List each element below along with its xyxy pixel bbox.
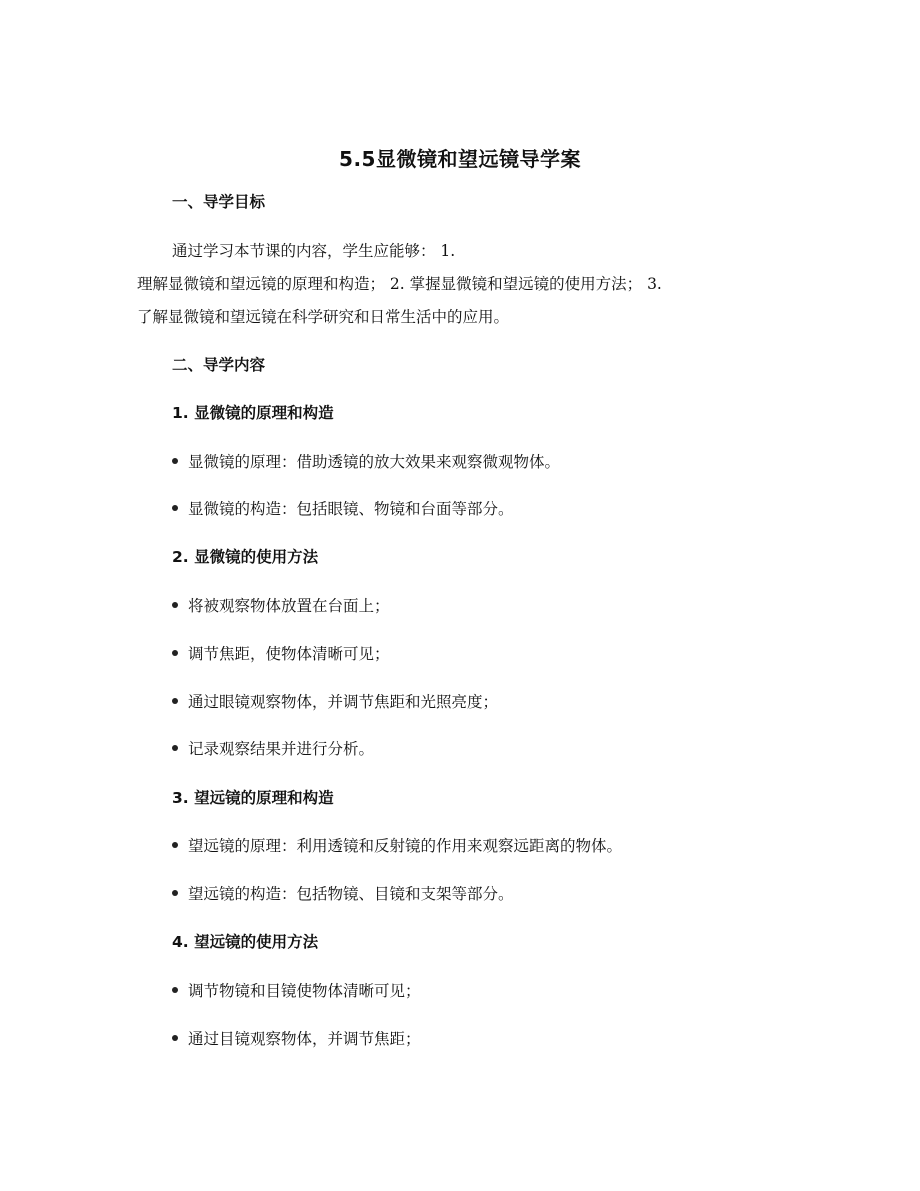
list-item: [172, 882, 514, 904]
bullet-icon: [172, 745, 178, 751]
list-item-text: 显微镜的构造：包括眼镜、物镜和台面等部分。: [188, 500, 514, 518]
subsection-heading-4: 4. 望远镜的使用方法: [172, 933, 319, 951]
subsection-heading-1: 1. 显微镜的原理和构造: [172, 404, 334, 422]
bullet-icon: [172, 458, 178, 464]
list-item-text: 将被观察物体放置在台面上；: [188, 597, 390, 615]
list-item: [172, 497, 514, 519]
list-item-text: 记录观察结果并进行分析。: [188, 740, 375, 758]
bullet-icon: [172, 987, 178, 993]
bullet-icon: [172, 890, 178, 896]
list-item: [172, 1027, 421, 1049]
bullet-icon: [172, 1035, 178, 1041]
list-item: [172, 690, 498, 712]
bullet-icon: [172, 698, 178, 704]
intro-line-1: 通过学习本节课的内容，学生应能够： 1.: [172, 242, 456, 260]
intro-line-2: 理解显微镜和望远镜的原理和构造； 2. 掌握显微镜和望远镜的使用方法； 3.: [137, 275, 662, 293]
list-item-text: 望远镜的原理：利用透镜和反射镜的作用来观察远距离的物体。: [188, 837, 623, 855]
subsection-heading-2: 2. 显微镜的使用方法: [172, 548, 319, 566]
list-item: [172, 594, 390, 616]
list-item-text: 望远镜的构造：包括物镜、目镜和支架等部分。: [188, 885, 514, 903]
section-heading-content: 二、导学内容: [172, 356, 266, 374]
bullet-icon: [172, 602, 178, 608]
list-item: [172, 979, 421, 1001]
subsection-heading-3: 3. 望远镜的原理和构造: [172, 789, 334, 807]
bullet-icon: [172, 505, 178, 511]
intro-line-3: 了解显微镜和望远镜在科学研究和日常生活中的应用。: [137, 308, 510, 326]
document-title: 5.5显微镜和望远镜导学案: [339, 147, 581, 171]
list-item-text: 调节焦距，使物体清晰可见；: [188, 645, 390, 663]
list-item-text: 通过目镜观察物体，并调节焦距；: [188, 1030, 421, 1048]
section-heading-goals: 一、导学目标: [172, 193, 266, 211]
list-item: [172, 642, 390, 664]
bullet-icon: [172, 842, 178, 848]
bullet-icon: [172, 650, 178, 656]
list-item: [172, 450, 560, 472]
list-item-text: 调节物镜和目镜使物体清晰可见；: [188, 982, 421, 1000]
list-item: [172, 834, 622, 856]
list-item-text: 显微镜的原理：借助透镜的放大效果来观察微观物体。: [188, 453, 561, 471]
list-item: [172, 737, 374, 759]
list-item-text: 通过眼镜观察物体，并调节焦距和光照亮度；: [188, 693, 499, 711]
